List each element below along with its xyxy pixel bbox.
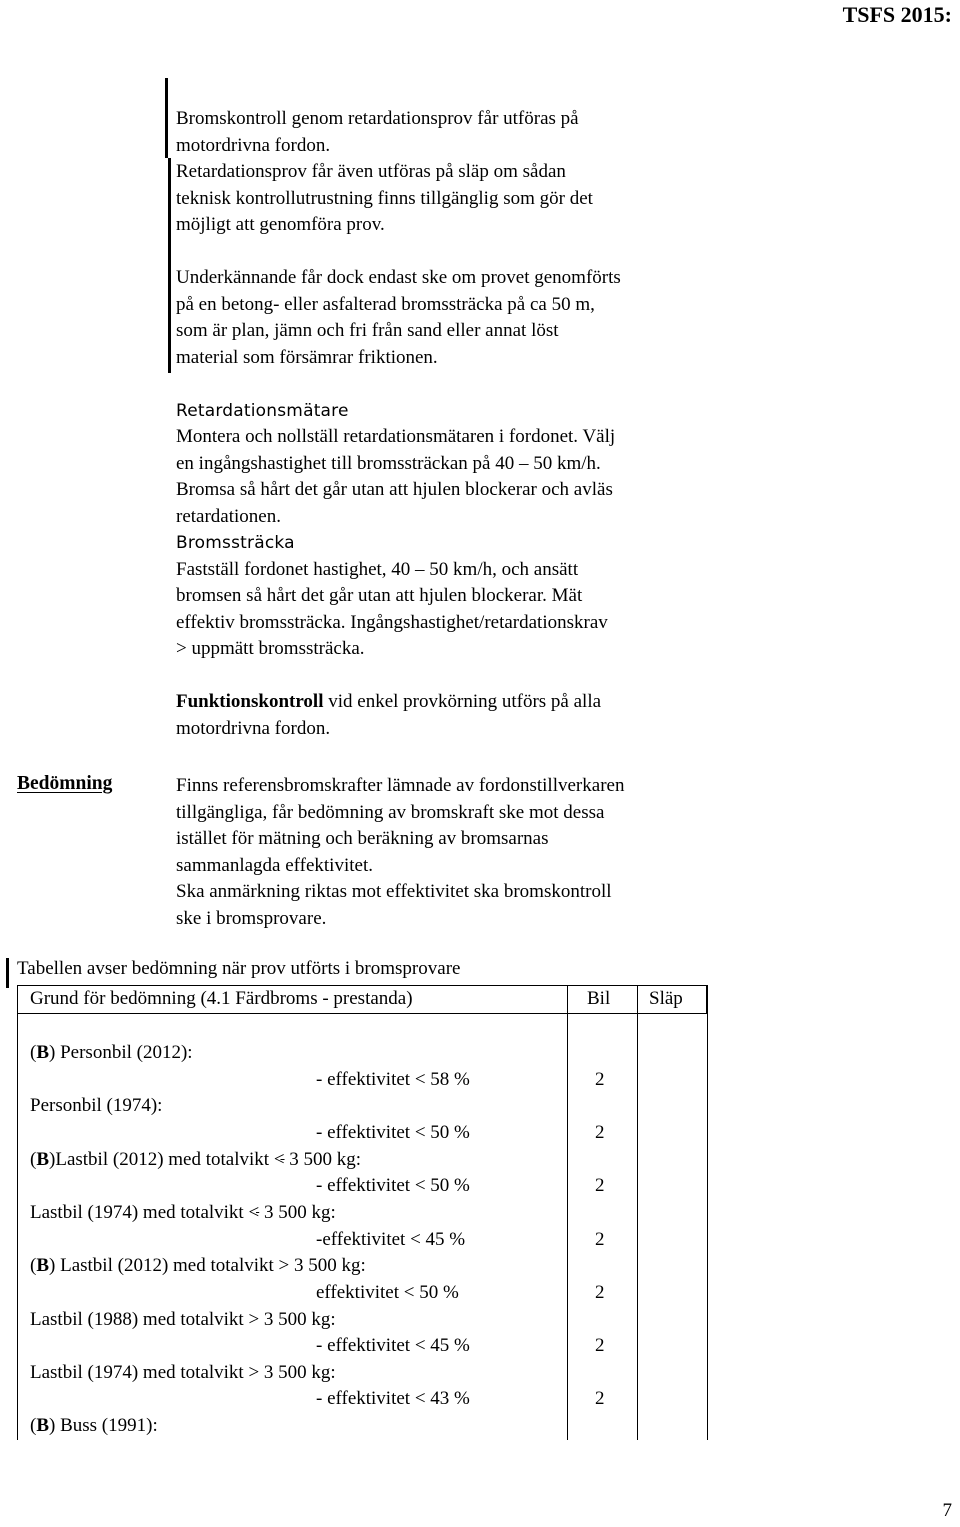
row-bracket: (: [30, 1148, 37, 1170]
less-or-equal-symbol: <: [248, 1201, 260, 1223]
column-header-grund: Grund för bedömning (4.1 Färdbroms - prestanda): [30, 988, 413, 1009]
subheading-retardationsmatare: Retardationsmätare: [176, 400, 349, 421]
row-text: - effektivitet < 45 %: [316, 1335, 470, 1357]
paragraph-line: retardationen.: [176, 505, 281, 527]
row-b-marker: B: [36, 1255, 50, 1277]
bedomning-label: Bedömning: [17, 773, 113, 794]
row-text: - effektivitet < 58 %: [316, 1068, 470, 1090]
table-row-vehicle: [30, 1042, 193, 1064]
paragraph-line: en ingångshastighet till bromssträckan på 40 – 50 km/h.: [176, 452, 601, 474]
paragraph-line: Fastställ fordonet hastighet, 40 – 50 km/h, och ansätt: [176, 558, 579, 580]
row-bracket: (: [30, 1255, 37, 1277]
table-row-criterion: [316, 1122, 470, 1144]
table-row-vehicle: [30, 1149, 361, 1171]
row-text: Lastbil (1974) med totalvikt: [30, 1201, 249, 1223]
paragraph-line: Underkännande får dock endast ske om provet genomförts: [176, 267, 621, 288]
row-b-marker: B: [36, 1042, 50, 1063]
table-caption: Tabellen avser bedömning när prov utförts i bromsprovare: [17, 958, 461, 979]
table-row-criterion: [316, 1282, 459, 1304]
funktionskontroll-line: [176, 689, 796, 716]
table-row-criterion: [316, 1229, 465, 1251]
table-cell-bil: 2: [595, 1068, 605, 1090]
row-text: effektivitet < 50 %: [316, 1281, 459, 1303]
paragraph-line: material som försämrar friktionen.: [176, 346, 438, 368]
table-row-criterion: [316, 1388, 470, 1410]
row-text-tail: 3 500 kg:: [259, 1201, 336, 1223]
funktionskontroll-term: Funktionskontroll: [176, 691, 324, 712]
table-header: [17, 985, 707, 1014]
change-bar: [6, 958, 9, 988]
row-text: )Lastbil (2012) med totalvikt: [49, 1148, 274, 1170]
change-bar: [168, 158, 171, 373]
change-bar: [165, 78, 168, 158]
table-row-vehicle: [30, 1202, 336, 1224]
paragraph-line: motordrivna fordon.: [176, 717, 331, 739]
table-cell-bil: 2: [595, 1335, 605, 1357]
table-border-slap: [637, 985, 638, 1440]
document-id: TSFS 2015:: [842, 2, 952, 27]
row-bracket: (: [30, 1415, 37, 1437]
row-text: ) Buss (1991):: [49, 1415, 158, 1437]
less-or-equal-symbol: <: [273, 1148, 285, 1170]
row-text: Lastbil (1974) med totalvikt > 3 500 kg:: [30, 1361, 336, 1383]
table-cell-bil: 2: [595, 1228, 605, 1250]
paragraph-line: Finns referensbromskrafter lämnade av fordonstillverkaren: [176, 775, 625, 796]
row-text-tail: 3 500 kg:: [284, 1148, 362, 1170]
paragraph-line: som är plan, jämn och fri från sand eller annat löst: [176, 320, 559, 341]
subheading-bromsstracka: Bromssträcka: [176, 533, 295, 553]
table-border-right: [707, 985, 708, 1440]
row-text: - effektivitet < 50 %: [316, 1121, 470, 1143]
paragraph-line: > uppmätt bromssträcka.: [176, 638, 365, 659]
paragraph-line: Montera och nollställ retardationsmätaren i fordonet. Välj: [176, 426, 616, 447]
table-border-bil: [567, 985, 568, 1440]
paragraph-line: Ska anmärkning riktas mot effektivitet ska bromskontroll: [176, 881, 612, 902]
table-cell-bil: 2: [595, 1175, 605, 1197]
row-text: ) Lastbil (2012) med totalvikt > 3 500 kg:: [49, 1255, 366, 1277]
paragraph-line: sammanlagda effektivitet.: [176, 854, 373, 876]
table-row-vehicle: [30, 1255, 366, 1277]
page-number: 7: [942, 1500, 952, 1521]
paragraph-line: teknisk kontrollutrustning finns tillgänglig som gör det: [176, 187, 593, 209]
table-cell-bil: 2: [595, 1388, 605, 1410]
paragraph-line: tillgängliga, får bedömning av bromskraft ske mot dessa: [176, 801, 605, 823]
row-text: - effektivitet < 43 %: [316, 1388, 470, 1410]
paragraph-line: Bromskontroll genom retardationsprov får utföras på: [176, 108, 579, 129]
row-text: - effektivitet < 50 %: [316, 1175, 470, 1197]
table-row-vehicle: [30, 1095, 162, 1117]
paragraph-line: Bromsa så hårt det går utan att hjulen blockerar och avläs: [176, 479, 613, 500]
column-header-slap: Släp: [649, 988, 683, 1009]
bedomning-body: [176, 773, 796, 932]
table-row-criterion: [316, 1069, 470, 1091]
row-text: ) Personbil (2012):: [49, 1042, 193, 1063]
table-row-vehicle: [30, 1362, 336, 1384]
table-row-criterion: [316, 1335, 470, 1357]
table-border-left: [17, 985, 18, 1440]
table-cell-bil: 2: [595, 1121, 605, 1143]
table-row-vehicle: [30, 1309, 336, 1331]
paragraph-line: Retardationsprov får även utföras på släp om sådan: [176, 161, 566, 182]
table-cell-bil: 2: [595, 1281, 605, 1303]
table-row-criterion: [316, 1175, 470, 1197]
row-b-marker: B: [36, 1415, 50, 1437]
row-text: Lastbil (1988) med totalvikt > 3 500 kg:: [30, 1308, 336, 1330]
paragraph-line: bromsen så hårt det går utan att hjulen blockerar. Mät: [176, 585, 583, 606]
row-bracket: (: [30, 1042, 37, 1063]
section-body: [176, 106, 796, 742]
paragraph-line: på en betong- eller asfalterad bromssträcka på ca 50 m,: [176, 293, 595, 315]
column-header-bil: Bil: [587, 988, 611, 1009]
paragraph-line: ske i bromsprovare.: [176, 907, 327, 929]
row-text: -effektivitet < 45 %: [316, 1228, 466, 1250]
paragraph-line: effektiv bromssträcka. Ingångshastighet/retardationskrav: [176, 611, 608, 633]
paragraph-line: istället för mätning och beräkning av bromsarnas: [176, 828, 549, 849]
paragraph-line: möjligt att genomföra prov.: [176, 214, 385, 235]
funktionskontroll-text: vid enkel provkörning utförs på alla: [323, 691, 602, 712]
paragraph-line: motordrivna fordon.: [176, 134, 331, 156]
table-row-vehicle: [30, 1415, 158, 1437]
row-b-marker: B: [36, 1148, 50, 1170]
row-text: Personbil (1974):: [30, 1095, 163, 1117]
